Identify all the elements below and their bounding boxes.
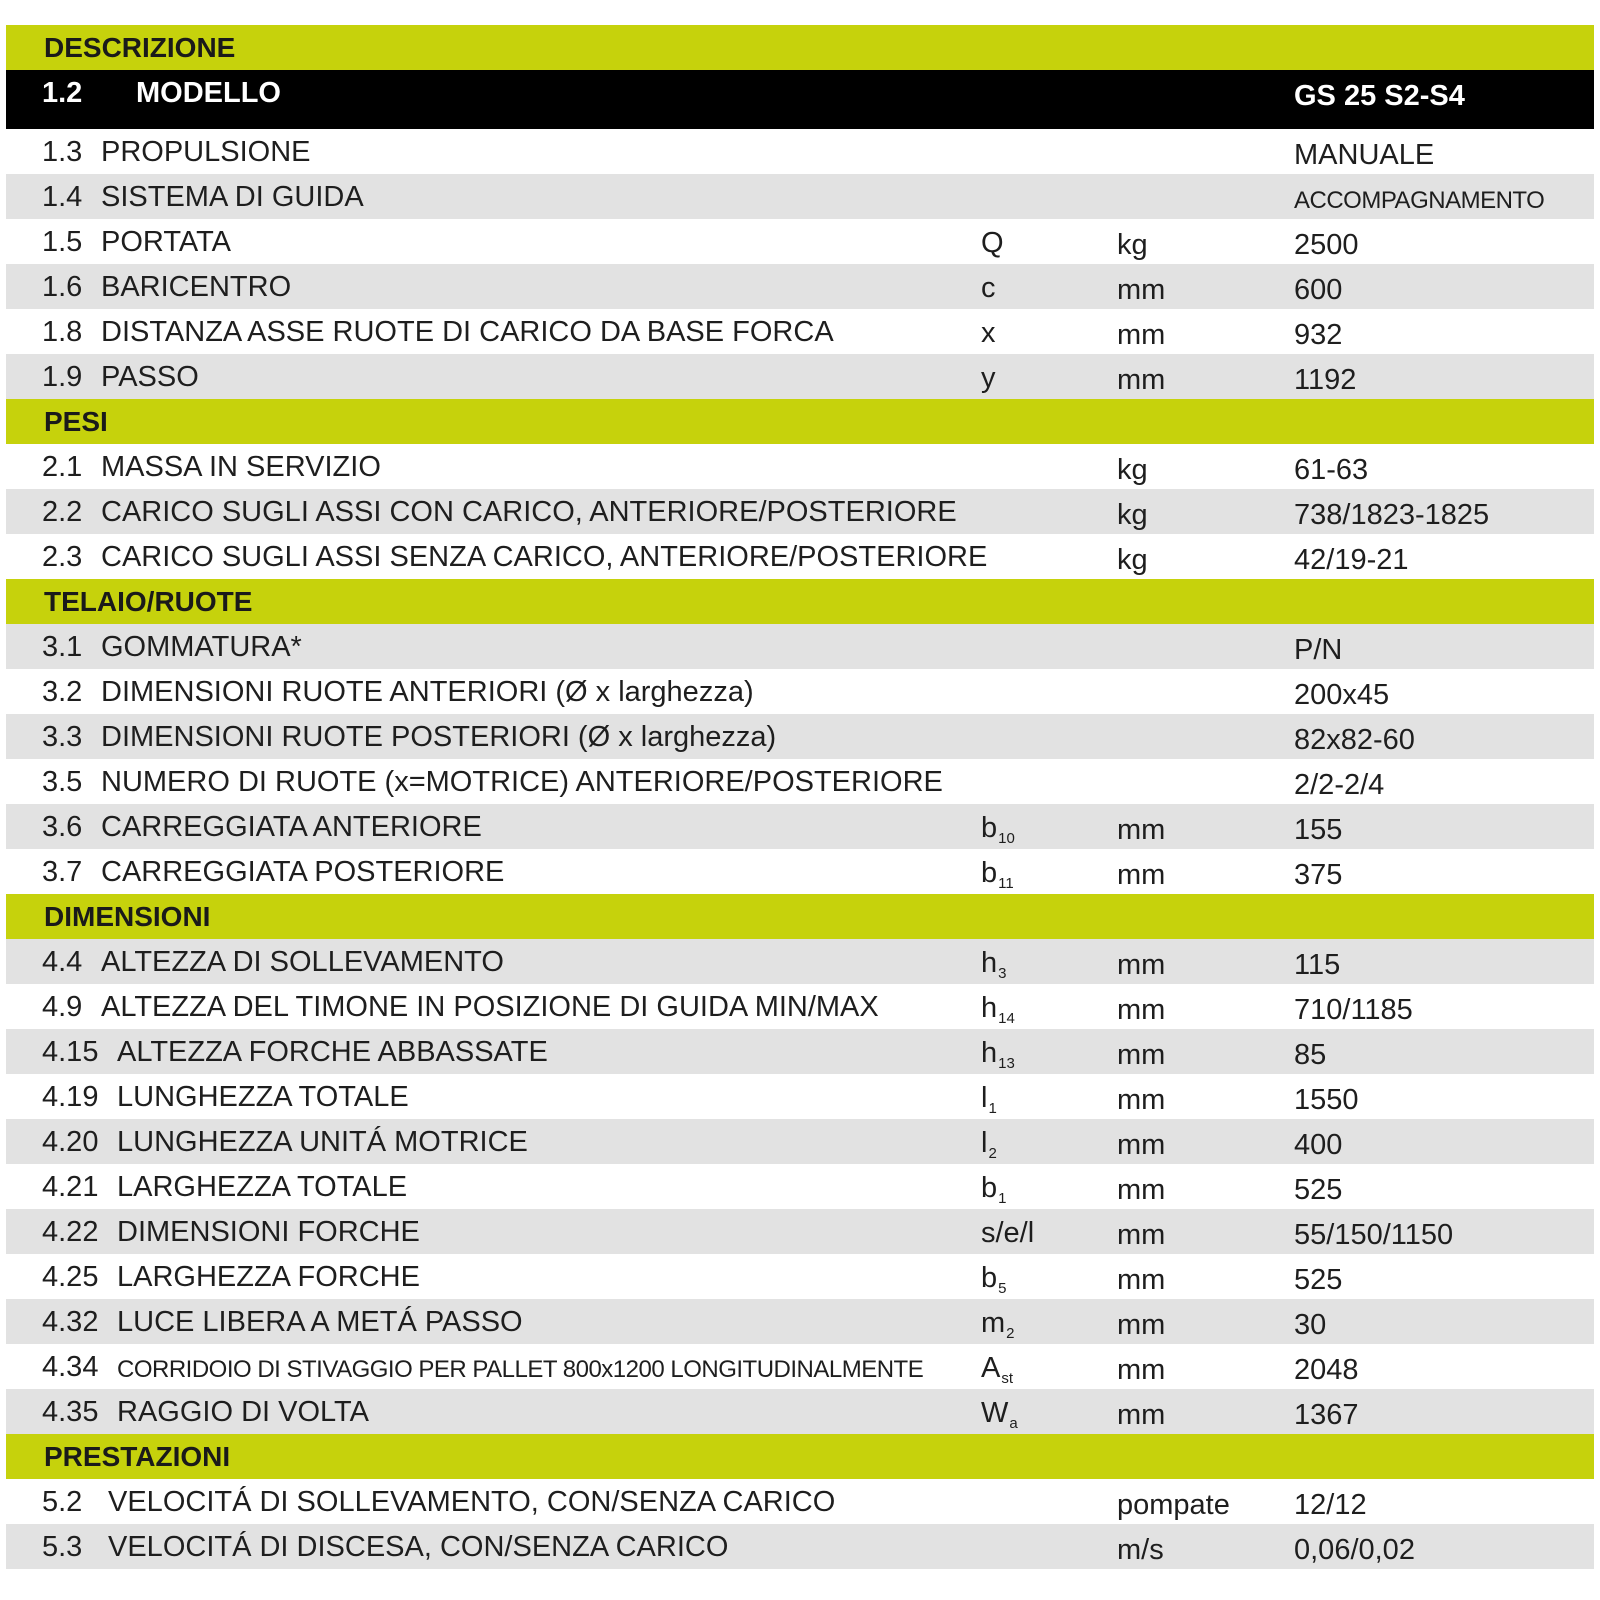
table-row xyxy=(6,1389,1594,1434)
symbol-subscript: 14 xyxy=(998,1010,1015,1027)
row-label: MASSA IN SERVIZIO xyxy=(101,451,381,483)
symbol-subscript: a xyxy=(1009,1415,1018,1432)
row-symbol: s/e/l xyxy=(981,1217,1035,1249)
row-label: LARGHEZZA FORCHE xyxy=(117,1261,420,1293)
row-number: 4.19 xyxy=(42,1081,99,1113)
row-unit: kg xyxy=(1117,229,1148,261)
section-title: PESI xyxy=(44,406,108,437)
row-label: MODELLO xyxy=(136,77,281,109)
row-number: 1.5 xyxy=(42,226,83,258)
row-label: LUNGHEZZA UNITÁ MOTRICE xyxy=(117,1126,528,1158)
row-symbol: $l_1$ xyxy=(981,1082,997,1117)
row-value: 710/1185 xyxy=(1294,994,1413,1026)
row-unit: mm xyxy=(1117,1399,1166,1431)
row-label: PROPULSIONE xyxy=(101,136,311,168)
row-label: CARICO SUGLI ASSI CON CARICO, ANTERIORE/POSTERIORE xyxy=(101,496,957,528)
section-header xyxy=(6,25,1594,70)
row-value: 2048 xyxy=(1294,1354,1359,1386)
row-symbol: $h_{14}$ xyxy=(981,992,1015,1027)
table-row xyxy=(6,1164,1594,1209)
row-unit: mm xyxy=(1117,1219,1166,1251)
row-value: 375 xyxy=(1294,859,1343,891)
row-label: RAGGIO DI VOLTA xyxy=(117,1396,369,1428)
symbol-subscript: st xyxy=(1001,1370,1014,1387)
row-value: 525 xyxy=(1294,1174,1343,1206)
row-label: LUCE LIBERA A METÁ PASSO xyxy=(117,1306,523,1338)
table-row xyxy=(6,354,1594,399)
row-value: GS 25 S2-S4 xyxy=(1294,80,1465,112)
row-number: 4.21 xyxy=(42,1171,99,1203)
row-label: ALTEZZA FORCHE ABBASSATE xyxy=(117,1036,548,1068)
row-symbol: x xyxy=(981,317,996,349)
row-unit: mm xyxy=(1117,319,1166,351)
row-symbol: $b_{10}$ xyxy=(981,812,1015,847)
row-number: 3.2 xyxy=(42,676,83,708)
row-label: GOMMATURA* xyxy=(101,631,302,663)
row-number: 3.3 xyxy=(42,721,83,753)
row-label: NUMERO DI RUOTE (x=MOTRICE) ANTERIORE/POSTERIORE xyxy=(101,766,943,798)
row-symbol: $b_5$ xyxy=(981,1262,1007,1297)
row-unit: mm xyxy=(1117,1354,1166,1386)
section-title: DIMENSIONI xyxy=(44,901,211,932)
row-label: BARICENTRO xyxy=(101,271,292,303)
table-row xyxy=(6,804,1594,849)
row-number: 4.9 xyxy=(42,991,83,1023)
row-value: 0,06/0,02 xyxy=(1294,1534,1415,1566)
row-label: CARREGGIATA ANTERIORE xyxy=(101,811,482,843)
row-number: 3.7 xyxy=(42,856,83,888)
row-value: 2/2-2/4 xyxy=(1294,769,1385,801)
row-value: 155 xyxy=(1294,814,1343,846)
table-row xyxy=(6,714,1594,759)
row-number: 1.3 xyxy=(42,136,83,168)
row-symbol: Q xyxy=(981,227,1004,259)
row-label: DIMENSIONI FORCHE xyxy=(117,1216,420,1248)
row-value: 42/19-21 xyxy=(1294,544,1409,576)
row-value: P/N xyxy=(1294,634,1343,666)
row-label: DIMENSIONI RUOTE ANTERIORI (Ø x larghezza) xyxy=(101,676,754,708)
table-row xyxy=(6,444,1594,489)
row-number: 5.3 xyxy=(42,1531,83,1563)
table-row xyxy=(6,534,1594,579)
table-row xyxy=(6,309,1594,354)
row-symbol: $l_2$ xyxy=(981,1127,997,1162)
section-title: DESCRIZIONE xyxy=(44,32,236,63)
row-value: MANUALE xyxy=(1294,139,1435,171)
row-label: LARGHEZZA TOTALE xyxy=(117,1171,408,1203)
row-value: 738/1823-1825 xyxy=(1294,499,1490,531)
row-unit: mm xyxy=(1117,364,1166,396)
row-symbol: $m_2$ xyxy=(981,1307,1015,1342)
row-value: 61-63 xyxy=(1294,454,1369,486)
row-number: 4.25 xyxy=(42,1261,99,1293)
row-number: 1.2 xyxy=(42,77,83,109)
table-row xyxy=(6,1524,1594,1569)
row-symbol: $b_{11}$ xyxy=(981,857,1014,892)
row-label: ALTEZZA DI SOLLEVAMENTO xyxy=(101,946,504,978)
row-unit: mm xyxy=(1117,1264,1166,1296)
symbol-subscript: 13 xyxy=(998,1055,1015,1072)
row-value: 1367 xyxy=(1294,1399,1359,1431)
symbol-subscript: 5 xyxy=(998,1280,1007,1297)
table-row xyxy=(6,849,1594,894)
symbol-subscript: 1 xyxy=(988,1100,997,1117)
row-label: SISTEMA DI GUIDA xyxy=(101,181,364,213)
table-row xyxy=(6,129,1594,174)
row-unit: pompate xyxy=(1117,1489,1230,1521)
row-label: DISTANZA ASSE RUOTE DI CARICO DA BASE FORCA xyxy=(101,316,834,348)
symbol-subscript: 10 xyxy=(998,830,1015,847)
symbol-subscript: 2 xyxy=(1006,1325,1015,1342)
section-header xyxy=(6,579,1594,624)
section-title: PRESTAZIONI xyxy=(44,1441,231,1472)
row-label: PASSO xyxy=(101,361,199,393)
row-label: VELOCITÁ DI DISCESA, CON/SENZA CARICO xyxy=(108,1531,729,1563)
row-number: 4.15 xyxy=(42,1036,99,1068)
row-unit: kg xyxy=(1117,454,1148,486)
row-number: 1.4 xyxy=(42,181,83,213)
row-unit: m/s xyxy=(1117,1534,1164,1566)
row-value: 525 xyxy=(1294,1264,1343,1296)
row-unit: mm xyxy=(1117,1309,1166,1341)
row-unit: mm xyxy=(1117,994,1166,1026)
row-unit: mm xyxy=(1117,1174,1166,1206)
row-value: 82x82-60 xyxy=(1294,724,1415,756)
table-row xyxy=(6,984,1594,1029)
table-row xyxy=(6,1029,1594,1074)
row-number: 1.9 xyxy=(42,361,83,393)
row-value: 400 xyxy=(1294,1129,1343,1161)
row-symbol: $A_{st}$ xyxy=(981,1352,1014,1387)
row-value: 12/12 xyxy=(1294,1489,1367,1521)
row-number: 2.1 xyxy=(42,451,83,483)
section-header xyxy=(6,894,1594,939)
row-unit: mm xyxy=(1117,814,1166,846)
table-row xyxy=(6,669,1594,714)
row-label: CARICO SUGLI ASSI SENZA CARICO, ANTERIORE/POSTERIORE xyxy=(101,541,988,573)
row-value: 85 xyxy=(1294,1039,1327,1071)
row-symbol: $b_1$ xyxy=(981,1172,1007,1207)
row-value: 1192 xyxy=(1294,364,1357,396)
table-row xyxy=(6,1299,1594,1344)
row-unit: kg xyxy=(1117,544,1148,576)
symbol-subscript: 11 xyxy=(998,875,1014,892)
row-unit: kg xyxy=(1117,499,1148,531)
row-symbol: $h_3$ xyxy=(981,947,1007,982)
section-title: TELAIO/RUOTE xyxy=(44,586,253,617)
row-label: DIMENSIONI RUOTE POSTERIORI (Ø x larghezza) xyxy=(101,721,777,753)
row-label: CORRIDOIO DI STIVAGGIO PER PALLET 800x1200 LONGITUDINALMENTE xyxy=(117,1356,924,1383)
row-symbol: y xyxy=(981,362,996,394)
table-row xyxy=(6,1479,1594,1524)
table-row xyxy=(6,219,1594,264)
row-value: 2500 xyxy=(1294,229,1359,261)
symbol-subscript: 2 xyxy=(988,1145,997,1162)
row-value: ACCOMPAGNAMENTO xyxy=(1294,187,1545,214)
row-number: 2.3 xyxy=(42,541,83,573)
table-row xyxy=(6,759,1594,804)
row-label: CARREGGIATA POSTERIORE xyxy=(101,856,505,888)
row-unit: mm xyxy=(1117,274,1166,306)
row-number: 4.20 xyxy=(42,1126,99,1158)
row-number: 3.1 xyxy=(42,631,83,663)
row-value: 55/150/1150 xyxy=(1294,1219,1454,1251)
table-row xyxy=(6,1074,1594,1119)
table-row xyxy=(6,174,1594,219)
row-label: LUNGHEZZA TOTALE xyxy=(117,1081,409,1113)
row-number: 4.4 xyxy=(42,946,83,978)
table-row xyxy=(6,1254,1594,1299)
table-row xyxy=(6,939,1594,984)
row-number: 4.22 xyxy=(42,1216,99,1248)
table-row xyxy=(6,1209,1594,1254)
symbol-subscript: 1 xyxy=(998,1190,1007,1207)
row-number: 1.8 xyxy=(42,316,83,348)
row-number: 4.32 xyxy=(42,1306,99,1338)
row-unit: mm xyxy=(1117,1129,1166,1161)
row-number: 4.34 xyxy=(42,1351,99,1383)
row-value: 1550 xyxy=(1294,1084,1359,1116)
row-unit: mm xyxy=(1117,949,1166,981)
table-row xyxy=(6,489,1594,534)
row-symbol: c xyxy=(981,272,996,304)
row-unit: mm xyxy=(1117,1039,1166,1071)
section-header xyxy=(6,399,1594,444)
row-number: 5.2 xyxy=(42,1486,83,1518)
section-header xyxy=(6,1434,1594,1479)
row-number: 1.6 xyxy=(42,271,83,303)
row-label: VELOCITÁ DI SOLLEVAMENTO, CON/SENZA CARICO xyxy=(108,1486,836,1518)
spec-sheet xyxy=(6,25,1594,1569)
row-value: 200x45 xyxy=(1294,679,1390,711)
row-value: 600 xyxy=(1294,274,1343,306)
model-row xyxy=(6,70,1594,129)
row-value: 115 xyxy=(1294,949,1341,981)
table-row xyxy=(6,1119,1594,1164)
row-number: 3.5 xyxy=(42,766,83,798)
row-number: 4.35 xyxy=(42,1396,99,1428)
row-number: 2.2 xyxy=(42,496,83,528)
row-label: PORTATA xyxy=(101,226,231,258)
table-row xyxy=(6,624,1594,669)
row-unit: mm xyxy=(1117,859,1166,891)
row-number: 3.6 xyxy=(42,811,83,843)
row-label: ALTEZZA DEL TIMONE IN POSIZIONE DI GUIDA MIN/MAX xyxy=(101,991,879,1023)
row-value: 30 xyxy=(1294,1309,1327,1341)
table-row xyxy=(6,264,1594,309)
table-row xyxy=(6,1344,1594,1389)
symbol-subscript: 3 xyxy=(998,965,1007,982)
row-unit: mm xyxy=(1117,1084,1166,1116)
row-symbol: $W_a$ xyxy=(981,1397,1018,1432)
row-value: 932 xyxy=(1294,319,1343,351)
row-symbol: $h_{13}$ xyxy=(981,1037,1015,1072)
